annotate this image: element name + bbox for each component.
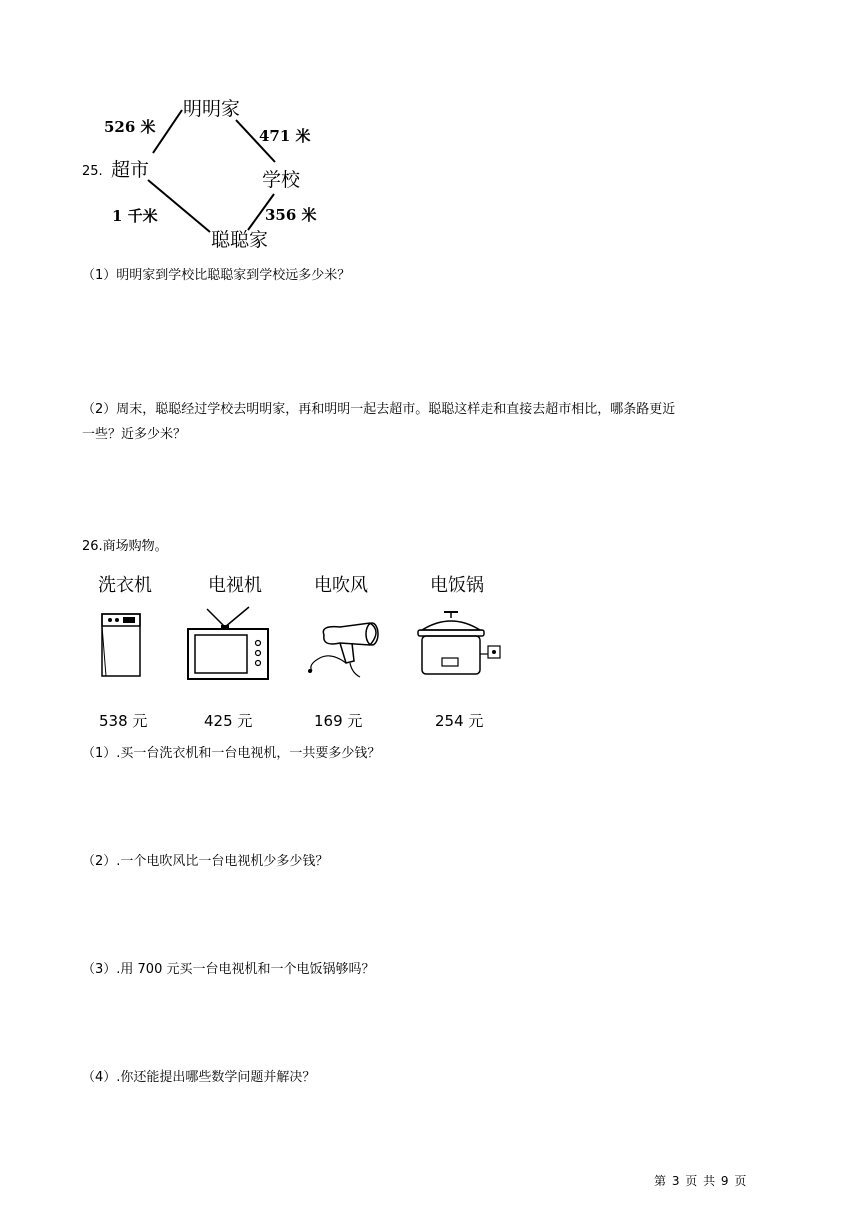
- distance-mingming-school: 471 米: [259, 127, 311, 145]
- distance-supermarket-mingming: 526 米: [104, 118, 156, 136]
- q25-sub-question-2-line-2: 一些？近多少米？: [82, 427, 187, 442]
- q25-sub-question-1: （1）明明家到学校比聪聪家到学校远多少米？: [82, 268, 351, 283]
- place-school: 学校: [262, 169, 301, 191]
- price-television: 425 元: [204, 712, 253, 730]
- item-name-rice-cooker: 电饭锅: [430, 575, 484, 596]
- price-hair-dryer: 169 元: [314, 712, 363, 730]
- place-congcong-home: 聪聪家: [211, 229, 269, 251]
- q26-sub-question-1: （1）.买一台洗衣机和一台电视机，一共要多少钱？: [82, 746, 381, 761]
- rice-cooker-icon: [414, 608, 504, 678]
- distance-school-congcong: 356 米: [265, 206, 317, 224]
- distance-supermarket-congcong: 1 千米: [112, 207, 158, 225]
- television-icon: [185, 605, 265, 680]
- question-number-25: 25.: [82, 164, 103, 179]
- item-name-hair-dryer: 电吹风: [314, 575, 368, 596]
- price-rice-cooker: 254 元: [435, 712, 484, 730]
- washing-machine-icon: [96, 610, 156, 680]
- hair-dryer-icon: [300, 615, 380, 685]
- page-number-footer: 第 3 页 共 9 页: [654, 1174, 748, 1188]
- q25-sub-question-2-line-1: （2）周末，聪聪经过学校去明明家，再和明明一起去超市。聪聪这样走和直接去超市相比，哪条路更近: [82, 402, 676, 417]
- item-name-television: 电视机: [208, 575, 262, 596]
- price-washing-machine: 538 元: [99, 712, 148, 730]
- place-mingming-home: 明明家: [183, 98, 241, 120]
- q26-sub-question-3: （3）.用 700 元买一台电视机和一个电饭锅够吗？: [82, 962, 375, 977]
- place-supermarket: 超市: [111, 159, 150, 181]
- item-name-washing-machine: 洗衣机: [98, 575, 152, 596]
- q26-sub-question-4: （4）.你还能提出哪些数学问题并解决？: [82, 1070, 316, 1085]
- q26-title: 26.商场购物。: [82, 539, 168, 554]
- q26-sub-question-2: （2）.一个电吹风比一台电视机少多少钱？: [82, 854, 329, 869]
